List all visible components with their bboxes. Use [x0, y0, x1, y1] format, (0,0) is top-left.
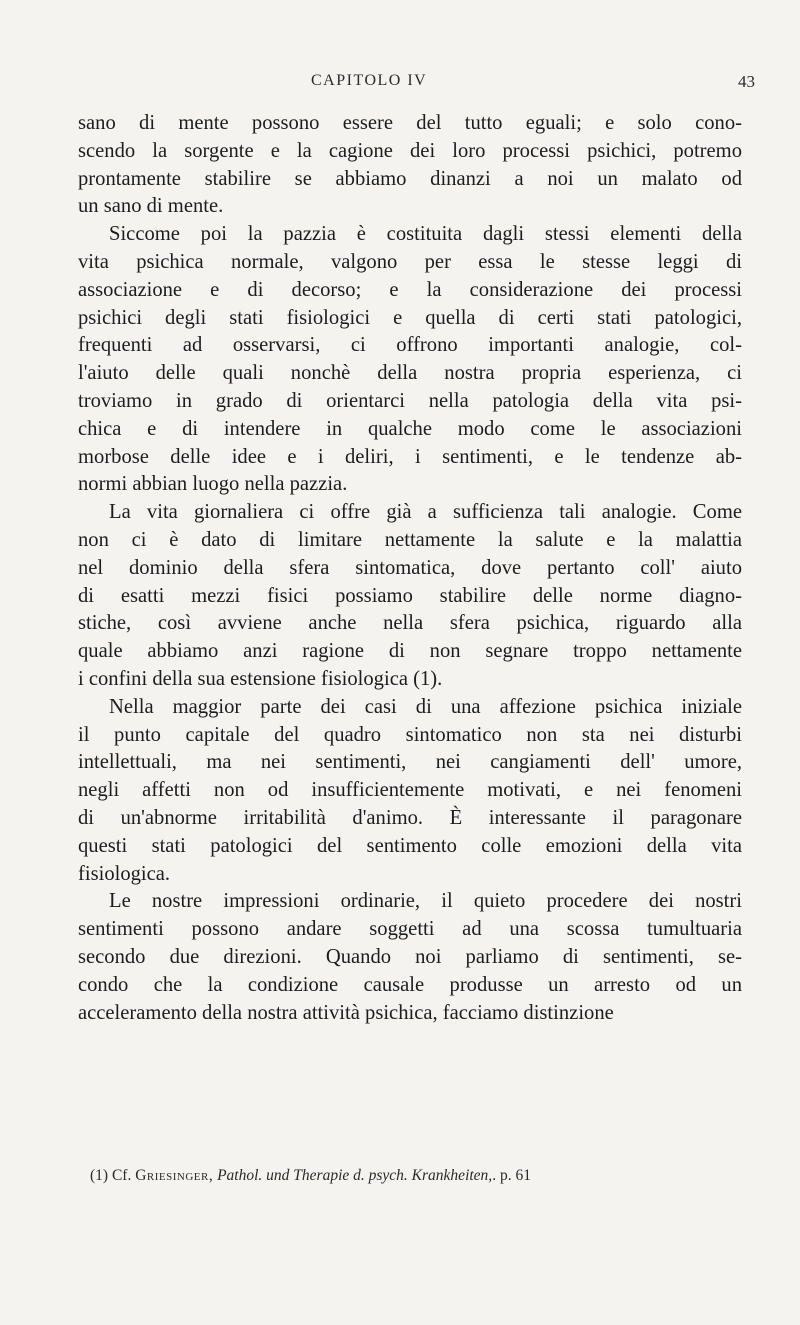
paragraph [78, 888, 742, 1027]
paragraph [78, 694, 742, 889]
text-line: fisiologica. [78, 862, 171, 885]
text-line: intellettuali, ma nei sentimenti, nei cangiamenti dell' umore, [78, 751, 742, 774]
text-line: il punto capitale del quadro sintomatico non sta nei disturbi [78, 723, 742, 746]
paragraph [78, 221, 742, 499]
text-line: normi abbian luogo nella pazzia. [78, 473, 348, 496]
text-line: stiche, così avviene anche nella sfera psichica, riguardo alla [78, 612, 742, 635]
text-line: psichici degli stati fisiologici e quella di certi stati patologici, [78, 306, 742, 329]
text-line: sano di mente possono essere del tutto eguali; e solo cono- [78, 112, 742, 134]
text-line: scendo la sorgente e la cagione dei loro processi psichici, potremo [78, 139, 742, 162]
text-line: un sano di mente. [78, 195, 224, 218]
text-line: Siccome poi la pazzia è costituita dagli stessi elementi della [109, 223, 742, 246]
body-text [78, 110, 742, 1027]
page-number: 43 [738, 72, 755, 91]
text-line: chica e di intendere in qualche modo come le associazioni [78, 417, 742, 440]
footnote-page: . p. 61 [492, 1167, 531, 1184]
text-line: troviamo in grado di orientarci nella patologia della vita psi- [78, 389, 742, 412]
text-line: secondo due direzioni. Quando noi parliamo di sentimenti, se- [78, 945, 742, 968]
text-line: negli affetti non od insufficientemente motivati, e nei fenomeni [78, 779, 742, 802]
footnote-author: Griesinger, [135, 1167, 214, 1184]
text-line: sentimenti possono andare soggetti ad una scossa tumultuaria [78, 918, 742, 941]
text-line: frequenti ad osservarsi, ci offrono importanti analogie, col- [78, 334, 742, 357]
text-line: questi stati patologici del sentimento colle emozioni della vita [78, 834, 742, 857]
running-head [0, 72, 800, 96]
text-line: Nella maggior parte dei casi di una affezione psichica iniziale [109, 695, 742, 718]
text-line: di un'abnorme irritabilità d'animo. È interessante il paragonare [78, 806, 742, 829]
chapter-heading: CAPITOLO IV [311, 72, 428, 89]
paragraph [78, 110, 742, 221]
paragraph [78, 499, 742, 694]
text-line: acceleramento della nostra attività psichica, facciamo distinzione [78, 1001, 614, 1024]
text-line: morbose delle idee e i deliri, i sentimenti, e le tendenze ab- [78, 445, 742, 468]
text-line: i confini della sua estensione fisiologica (1). [78, 667, 443, 690]
footnote-title: Pathol. und Therapie d. psych. Krankheiten, [217, 1167, 493, 1184]
text-line: La vita giornaliera ci offre già a sufficienza tali analogie. Come [109, 501, 742, 524]
text-line: associazione e di decorso; e la considerazione dei processi [78, 278, 742, 301]
footnote [90, 1165, 740, 1187]
text-line: di esatti mezzi fisici possiamo stabilire delle norme diagno- [78, 584, 742, 607]
text-line: prontamente stabilire se abbiamo dinanzi a noi un malato od [78, 167, 742, 190]
text-line: Le nostre impressioni ordinarie, il quieto procedere dei nostri [109, 890, 742, 913]
text-line: condo che la condizione causale produsse un arresto od un [78, 973, 742, 996]
text-line: nel dominio della sfera sintomatica, dove pertanto coll' aiuto [78, 556, 742, 579]
footnote-marker: (1) Cf. [90, 1167, 132, 1184]
text-line: vita psichica normale, valgono per essa le stesse leggi di [78, 250, 742, 273]
text-line: quale abbiamo anzi ragione di non segnare troppo nettamente [78, 640, 742, 663]
text-line: non ci è dato di limitare nettamente la salute e la malattia [78, 528, 742, 551]
text-line: l'aiuto delle quali nonchè della nostra propria esperienza, ci [78, 362, 742, 385]
